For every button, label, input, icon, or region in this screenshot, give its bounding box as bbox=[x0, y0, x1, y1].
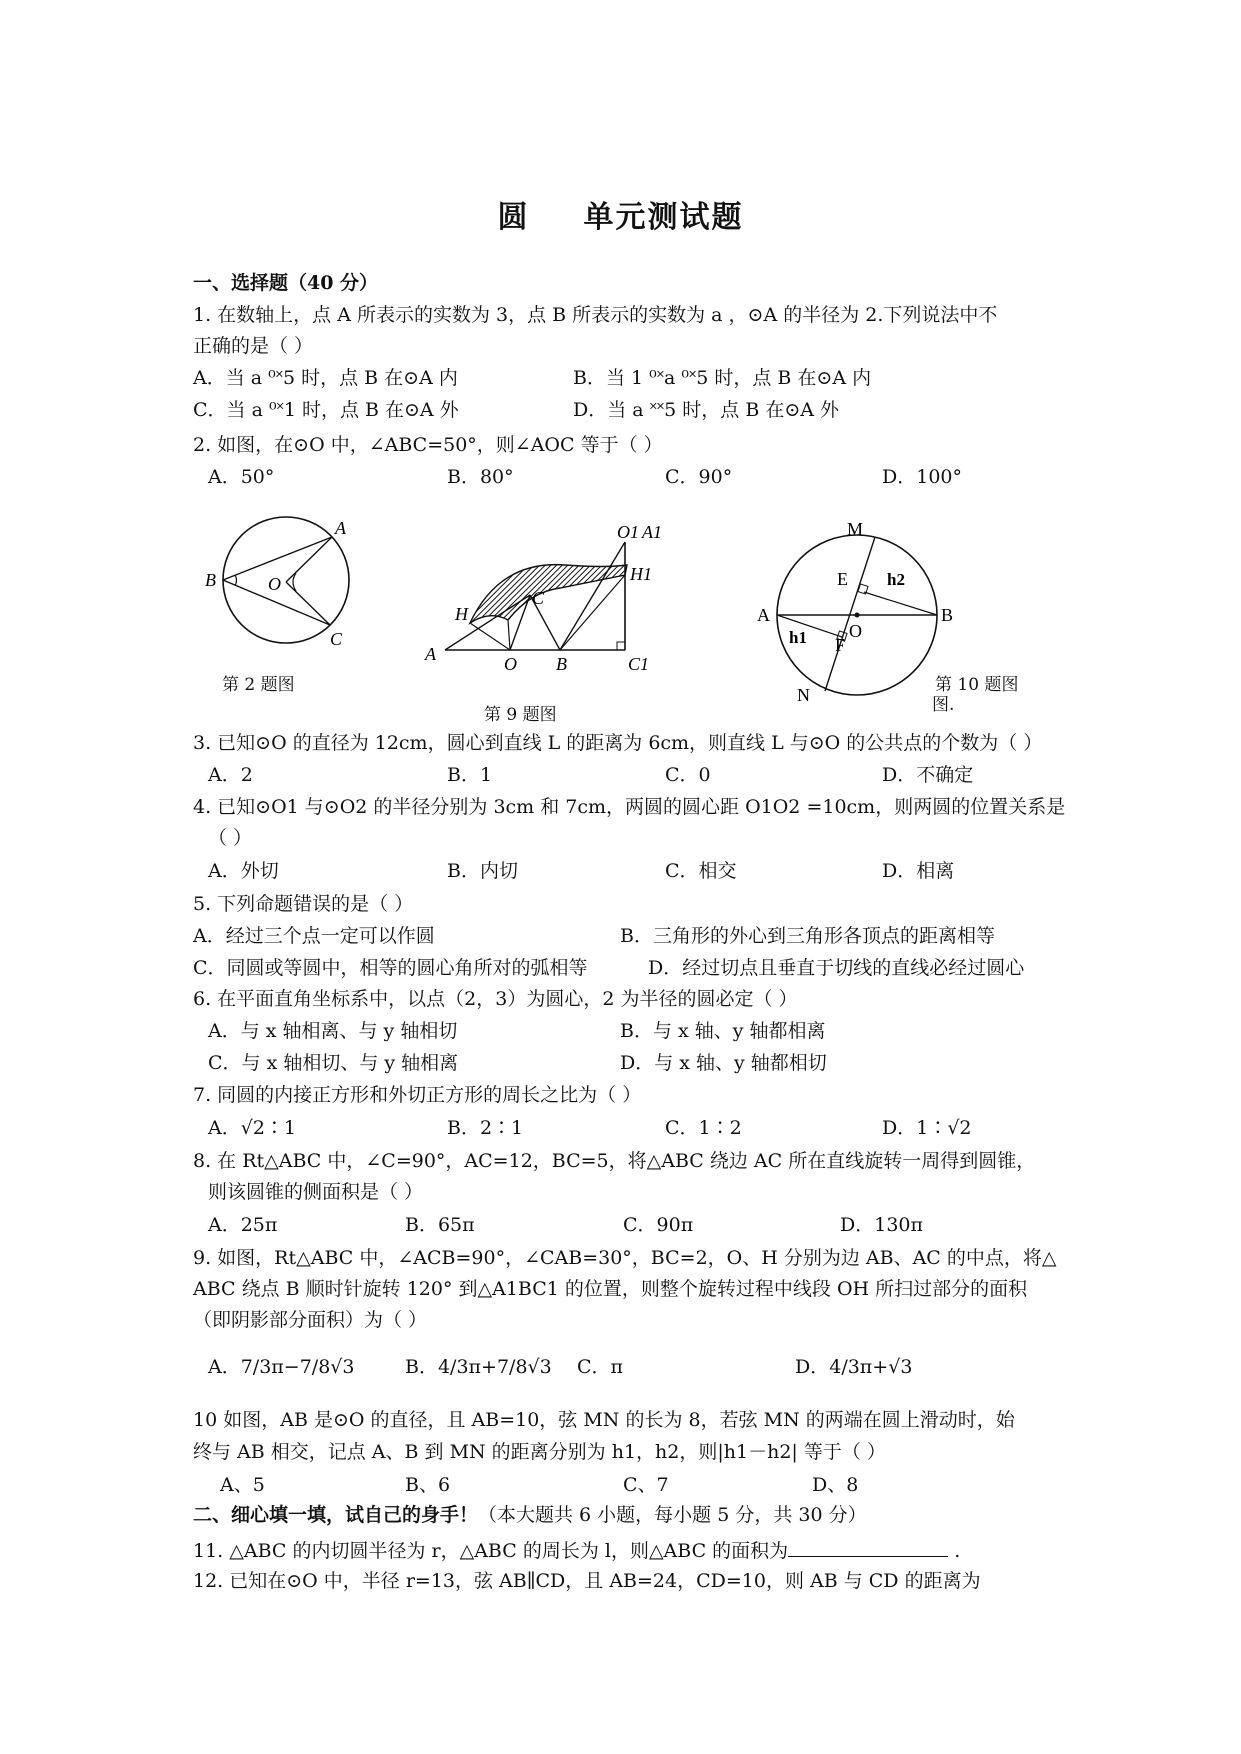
q2-option-b: B．80° bbox=[447, 466, 514, 488]
title-part2: 单元测试题 bbox=[583, 200, 744, 235]
q7-option-d: D．1∶√2 bbox=[882, 1117, 972, 1139]
q8-option-b: B．65π bbox=[405, 1214, 475, 1236]
fig10-caption: 第 10 题图 bbox=[935, 675, 1019, 695]
q2-option-d: D．100° bbox=[882, 466, 962, 488]
q5-option-c: C．同圆或等圆中，相等的圆心角所对的弧相等 bbox=[193, 957, 588, 979]
q5-option-b: B．三角形的外心到三角形各顶点的距离相等 bbox=[620, 925, 995, 947]
fig2-label-a: A bbox=[335, 518, 346, 538]
q4-option-a: A．外切 bbox=[208, 860, 279, 882]
q1-option-b: B．当 1 ⁰˟a ⁰˟5 时，点 B 在⊙A 内 bbox=[573, 367, 872, 389]
q11-end: . bbox=[948, 1540, 961, 1562]
q2-option-c: C．90° bbox=[665, 466, 733, 488]
q9-option-c: C．π bbox=[577, 1356, 624, 1378]
q9-stem-line1: 9. 如图，Rt△ABC 中，∠ACB=90°，∠CAB=30°，BC=2，O、H 分别为边 AB、AC 的中点，将△ bbox=[193, 1247, 1057, 1269]
figure-q9 bbox=[420, 520, 680, 680]
q10-option-d: D、8 bbox=[812, 1474, 859, 1496]
section1-heading: 一、选择题（40 分） bbox=[193, 272, 379, 294]
q11-text: 11. △ABC 的内切圆半径为 r，△ABC 的周长为 l，则△ABC 的面积为 bbox=[193, 1540, 789, 1562]
q6-option-d: D．与 x 轴、y 轴都相切 bbox=[620, 1052, 827, 1074]
q1-option-d: D．当 a ˟˟5 时，点 B 在⊙A 外 bbox=[573, 399, 840, 421]
q10-option-b: B、6 bbox=[405, 1474, 451, 1496]
q1-option-a: A．当 a ⁰˟5 时，点 B 在⊙A 内 bbox=[193, 367, 458, 389]
q3-option-c: C．0 bbox=[665, 764, 711, 786]
q6-option-c: C．与 x 轴相切、与 y 轴相离 bbox=[208, 1052, 459, 1074]
fig9-caption: 第 9 题图 bbox=[484, 705, 557, 725]
q8-option-a: A．25π bbox=[208, 1214, 278, 1236]
section2-heading bbox=[193, 1503, 867, 1527]
q11-stem bbox=[193, 1536, 960, 1563]
fig10-label-a: A bbox=[757, 605, 770, 625]
q7-option-b: B．2∶1 bbox=[447, 1117, 524, 1139]
fig9-label-h1: H1 bbox=[630, 564, 652, 584]
figure-q2 bbox=[200, 510, 370, 655]
fig9-label-o: O bbox=[504, 654, 517, 674]
figure-q10 bbox=[755, 515, 965, 705]
fig9-label-a: A bbox=[425, 644, 436, 664]
q9-stem-line2: ABC 绕点 B 顺时针旋转 120° 到△A1BC1 的位置，则整个旋转过程中线段 OH 所扫过部分的面积 bbox=[193, 1278, 1028, 1300]
fig2-label-b: B bbox=[205, 570, 216, 590]
q9-stem-line3: （即阴影部分面积）为（ ） bbox=[193, 1309, 428, 1331]
q6-option-b: B．与 x 轴、y 轴都相离 bbox=[620, 1020, 826, 1042]
q1-option-c: C．当 a ⁰˟1 时，点 B 在⊙A 外 bbox=[193, 399, 459, 421]
fig2-label-c: C bbox=[330, 629, 343, 649]
q3-option-b: B．1 bbox=[447, 764, 493, 786]
q7-option-a: A．√2∶1 bbox=[208, 1117, 297, 1139]
q3-option-a: A．2 bbox=[208, 764, 253, 786]
q4-option-c: C．相交 bbox=[665, 860, 737, 882]
q7-option-c: C．1∶2 bbox=[665, 1117, 742, 1139]
q2-stem: 2. 如图，在⊙O 中，∠ABC=50°，则∠AOC 等于（ ） bbox=[193, 434, 663, 456]
fig10-label-h1: h1 bbox=[789, 628, 807, 647]
fig9-label-b: B bbox=[556, 654, 567, 674]
section2-title: 二、细心填一填，试自己的身手！ bbox=[193, 1504, 479, 1526]
fig10-label-b: B bbox=[941, 605, 954, 625]
fig9-label-h: H bbox=[455, 604, 468, 624]
q1-stem-line2: 正确的是（ ） bbox=[193, 335, 314, 357]
q9-option-a: A．7/3π−7/8√3 bbox=[208, 1356, 355, 1378]
q1-stem-line1: 1. 在数轴上，点 A 所表示的实数为 3，点 B 所表示的实数为 a ，⊙A 的半径为 2.下列说法中不 bbox=[193, 304, 998, 326]
fig10-label-o: O bbox=[849, 621, 862, 641]
q6-option-a: A．与 x 轴相离、与 y 轴相切 bbox=[208, 1020, 458, 1042]
q8-option-c: C．90π bbox=[623, 1214, 694, 1236]
fig9-label-o1: O1 bbox=[617, 522, 639, 542]
q9-option-d: D．4/3π+√3 bbox=[795, 1356, 913, 1378]
q4-option-b: B．内切 bbox=[447, 860, 518, 882]
q4-option-d: D．相离 bbox=[882, 860, 955, 882]
q12-stem: 12. 已知在⊙O 中，半径 r=13，弦 AB∥CD，且 AB=24，CD=10，则 AB 与 CD 的距离为 bbox=[193, 1570, 981, 1592]
q9-option-b: B．4/3π+7/8√3 bbox=[405, 1356, 552, 1378]
page-title bbox=[0, 192, 1241, 236]
fig9-label-c1: C1 bbox=[628, 654, 650, 674]
q10-stem-line2: 终与 AB 相交，记点 A、B 到 MN 的距离分别为 h1，h2，则|h1－h2| 等于（ ） bbox=[193, 1441, 886, 1463]
fig2-label-o: O bbox=[268, 574, 281, 594]
fig10-label-h2: h2 bbox=[887, 570, 905, 589]
q5-stem: 5. 下列命题错误的是（ ） bbox=[193, 893, 414, 915]
q8-option-d: D．130π bbox=[840, 1214, 923, 1236]
q3-option-d: D．不确定 bbox=[882, 764, 974, 786]
q6-stem: 6. 在平面直角坐标系中，以点（2，3）为圆心，2 为半径的圆必定（ ） bbox=[193, 988, 798, 1010]
q10-option-c: C、7 bbox=[623, 1474, 669, 1496]
q4-stem-line2: （ ） bbox=[208, 827, 253, 849]
fig10-label-n: N bbox=[797, 685, 810, 705]
q11-answer-blank[interactable] bbox=[788, 1536, 948, 1557]
q8-stem-line1: 8. 在 Rt△ABC 中，∠C=90°，AC=12，BC=5，将△ABC 绕边 AC 所在直线旋转一周得到圆锥， bbox=[193, 1150, 1036, 1172]
q10-stem-line1: 10 如图，AB 是⊙O 的直径，且 AB=10，弦 MN 的长为 8，若弦 MN 的两端在圆上滑动时，始 bbox=[193, 1409, 1015, 1431]
fig9-label-a1: A1 bbox=[642, 522, 662, 542]
fig10-label-e: E bbox=[837, 569, 848, 589]
q8-stem-line2: 则该圆锥的侧面积是（ ） bbox=[208, 1181, 424, 1203]
fig10-caption-extra: 图. bbox=[932, 695, 955, 715]
fig9-label-c: C bbox=[532, 588, 545, 608]
q3-stem: 3. 已知⊙O 的直径为 12cm，圆心到直线 L 的距离为 6cm，则直线 L 与⊙O 的公共点的个数为（ ） bbox=[193, 732, 1043, 754]
section2-note: （本大题共 6 小题，每小题 5 分，共 30 分） bbox=[478, 1504, 867, 1526]
fig10-label-m: M bbox=[847, 519, 864, 539]
fig2-caption: 第 2 题图 bbox=[222, 675, 295, 695]
q2-option-a: A．50° bbox=[208, 466, 275, 488]
q5-option-d: D．经过切点且垂直于切线的直线必经过圆心 bbox=[648, 957, 1025, 979]
fig10-label-f: F bbox=[835, 635, 846, 655]
title-part1: 圆 bbox=[497, 200, 530, 235]
q10-option-a: A、5 bbox=[220, 1474, 265, 1496]
q4-stem-line1: 4. 已知⊙O1 与⊙O2 的半径分别为 3cm 和 7cm，两圆的圆心距 O1O2 =10cm，则两圆的位置关系是 bbox=[193, 796, 1066, 818]
q5-option-a: A．经过三个点一定可以作圆 bbox=[193, 925, 435, 947]
q7-stem: 7. 同圆的内接正方形和外切正方形的周长之比为（ ） bbox=[193, 1084, 642, 1106]
